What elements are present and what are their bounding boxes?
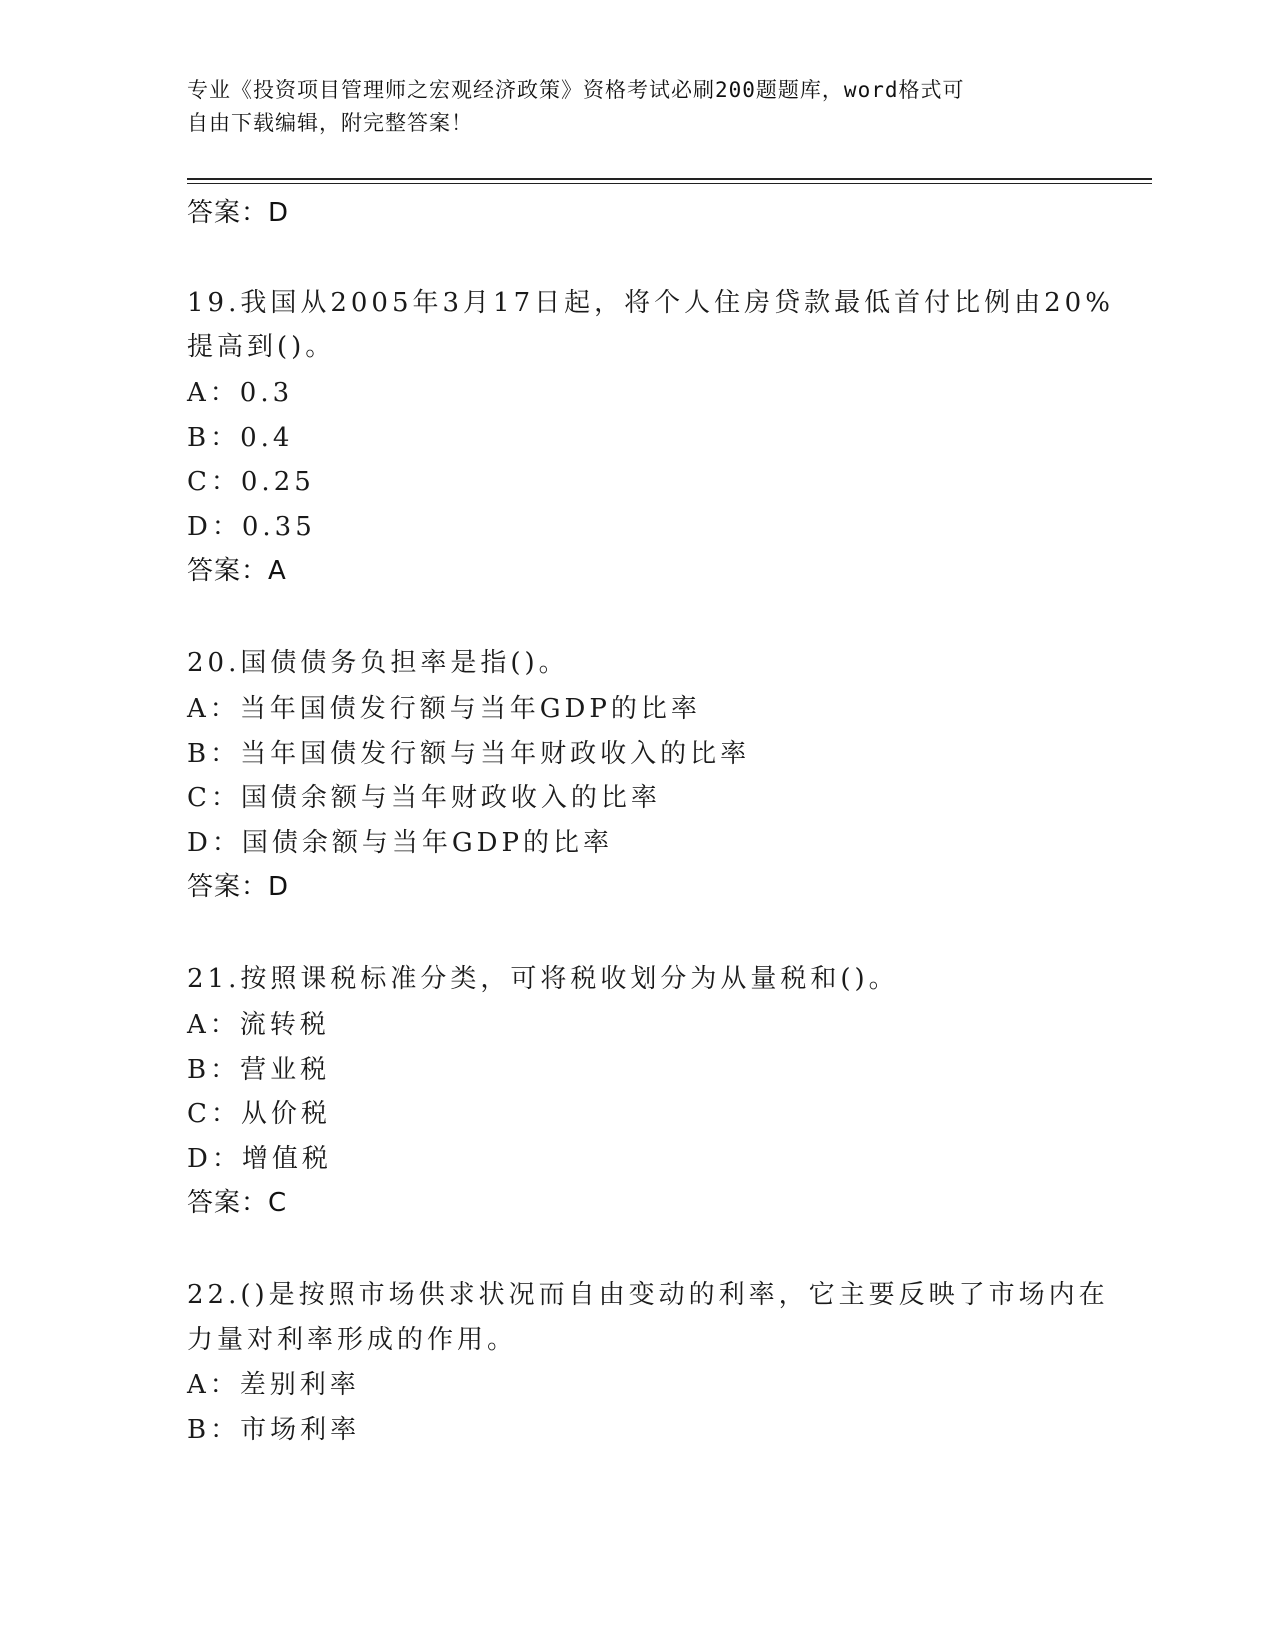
question-20-option-d: D：国债余额与当年GDP的比率: [187, 828, 613, 858]
previous-answer: 答案：D: [187, 198, 290, 228]
question-20-stem: 20.国债债务负担率是指()。: [187, 648, 569, 678]
question-21-option-b: B：营业税: [187, 1055, 331, 1085]
header-divider: [187, 178, 1152, 180]
header-line-1: 专业《投资项目管理师之宏观经济政策》资格考试必刷200题题库，word格式可: [187, 78, 965, 102]
question-20-option-a: A：当年国债发行额与当年GDP的比率: [187, 694, 701, 724]
question-19-stem-cont: 提高到()。: [187, 332, 336, 362]
question-21-option-a: A：流转税: [187, 1010, 330, 1040]
question-21-option-c: C：从价税: [187, 1099, 331, 1129]
question-19-option-b: B：0.4: [187, 423, 294, 453]
question-20-answer: 答案：D: [187, 872, 290, 902]
question-22-stem-cont: 力量对利率形成的作用。: [187, 1325, 518, 1355]
question-19-option-d: D：0.35: [187, 512, 316, 542]
question-22-option-a: A：差别利率: [187, 1370, 360, 1400]
question-19-option-c: C：0.25: [187, 467, 315, 497]
header-line-2: 自由下载编辑，附完整答案！: [187, 111, 473, 135]
question-19-answer: 答案：A: [187, 556, 287, 586]
question-22-stem: 22.()是按照市场供求状况而自由变动的利率，它主要反映了市场内在: [187, 1280, 1109, 1310]
question-21-answer: 答案：C: [187, 1188, 288, 1218]
question-19-stem: 19.我国从2005年3月17日起，将个人住房贷款最低首付比例由20%: [187, 288, 1114, 318]
question-20-option-c: C：国债余额与当年财政收入的比率: [187, 783, 661, 813]
question-21-stem: 21.按照课税标准分类，可将税收划分为从量税和()。: [187, 964, 899, 994]
question-22-option-b: B：市场利率: [187, 1415, 361, 1445]
question-19-option-a: A：0.3: [187, 378, 294, 408]
question-20-option-b: B：当年国债发行额与当年财政收入的比率: [187, 739, 751, 769]
document-header: [187, 74, 1087, 140]
question-21-option-d: D：增值税: [187, 1144, 332, 1174]
header-divider-thin: [187, 183, 1152, 184]
